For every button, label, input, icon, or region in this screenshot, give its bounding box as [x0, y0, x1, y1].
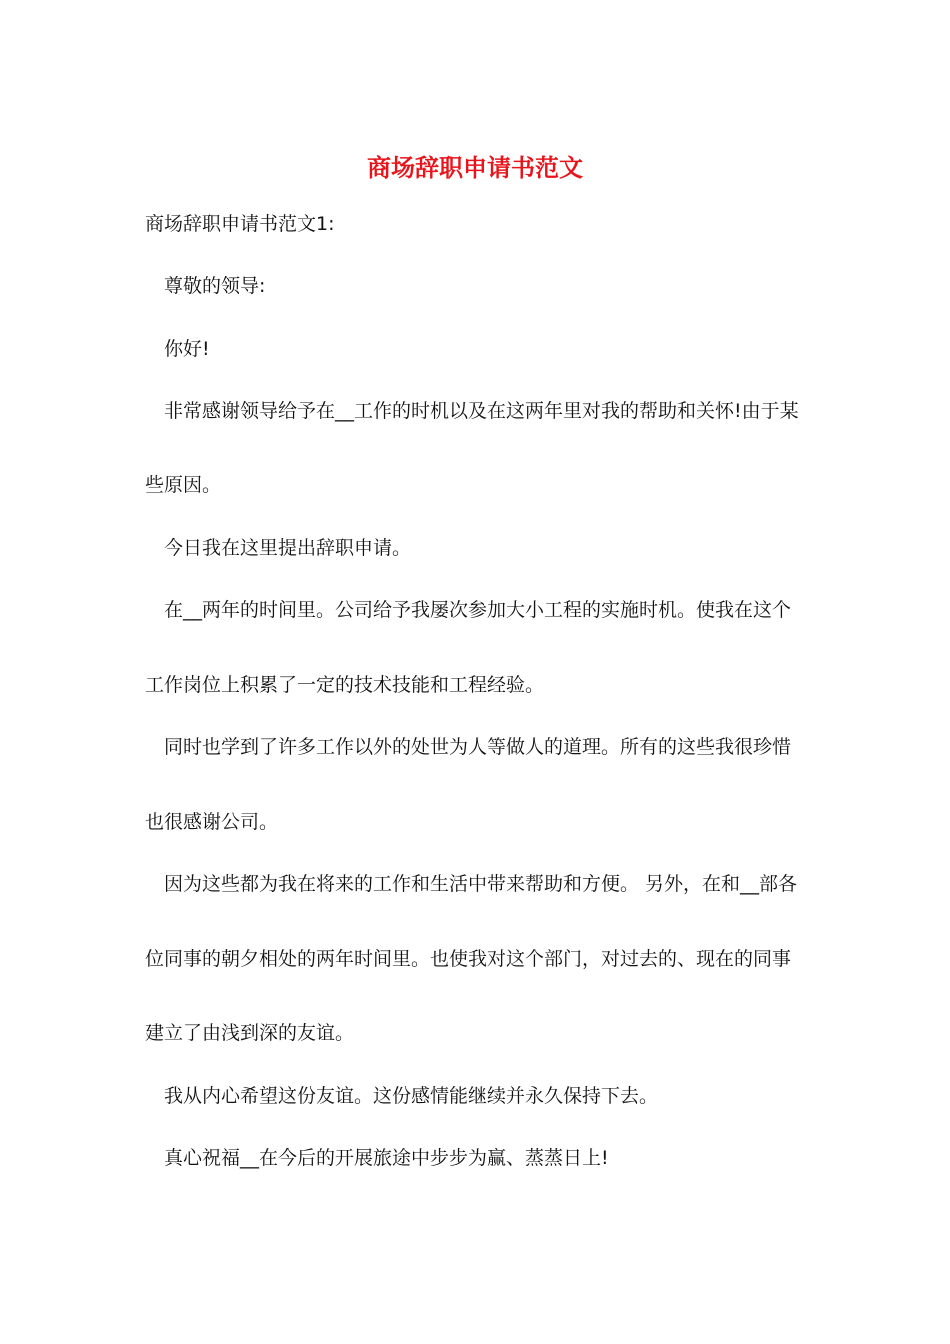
paragraph-line: 真心祝福__在今后的开展旅途中步步为赢、蒸蒸日上!: [164, 1147, 609, 1169]
paragraph-line: 也很感谢公司。: [145, 811, 279, 833]
document-title: 商场辞职申请书范文: [367, 153, 583, 182]
paragraph-line: 同时也学到了许多工作以外的处世为人等做人的道理。所有的这些我很珍惜: [164, 736, 792, 758]
greeting: 你好!: [164, 338, 210, 360]
paragraph-line: 在__两年的时间里。公司给予我屡次参加大小工程的实施时机。使我在这个: [164, 599, 792, 621]
paragraph-line: 工作岗位上积累了一定的技术技能和工程经验。: [145, 674, 545, 696]
salutation: 尊敬的领导:: [164, 275, 266, 297]
paragraph-line: 我从内心希望这份友谊。这份感情能继续并永久保持下去。: [164, 1085, 659, 1107]
paragraph-line: 因为这些都为我在将来的工作和生活中带来帮助和方便。 另外，在和__部各: [164, 873, 798, 895]
paragraph-line: 今日我在这里提出辞职申请。: [164, 537, 412, 559]
paragraph-line: 位同事的朝夕相处的两年时间里。也使我对这个部门，对过去的、现在的同事: [145, 948, 792, 970]
section-heading: 商场辞职申请书范文1:: [145, 213, 335, 235]
paragraph-line: 些原因。: [145, 474, 222, 496]
paragraph-line: 非常感谢领导给予在__工作的时机以及在这两年里对我的帮助和关怀!由于某: [164, 400, 799, 422]
paragraph-line: 建立了由浅到深的友谊。: [145, 1022, 355, 1044]
